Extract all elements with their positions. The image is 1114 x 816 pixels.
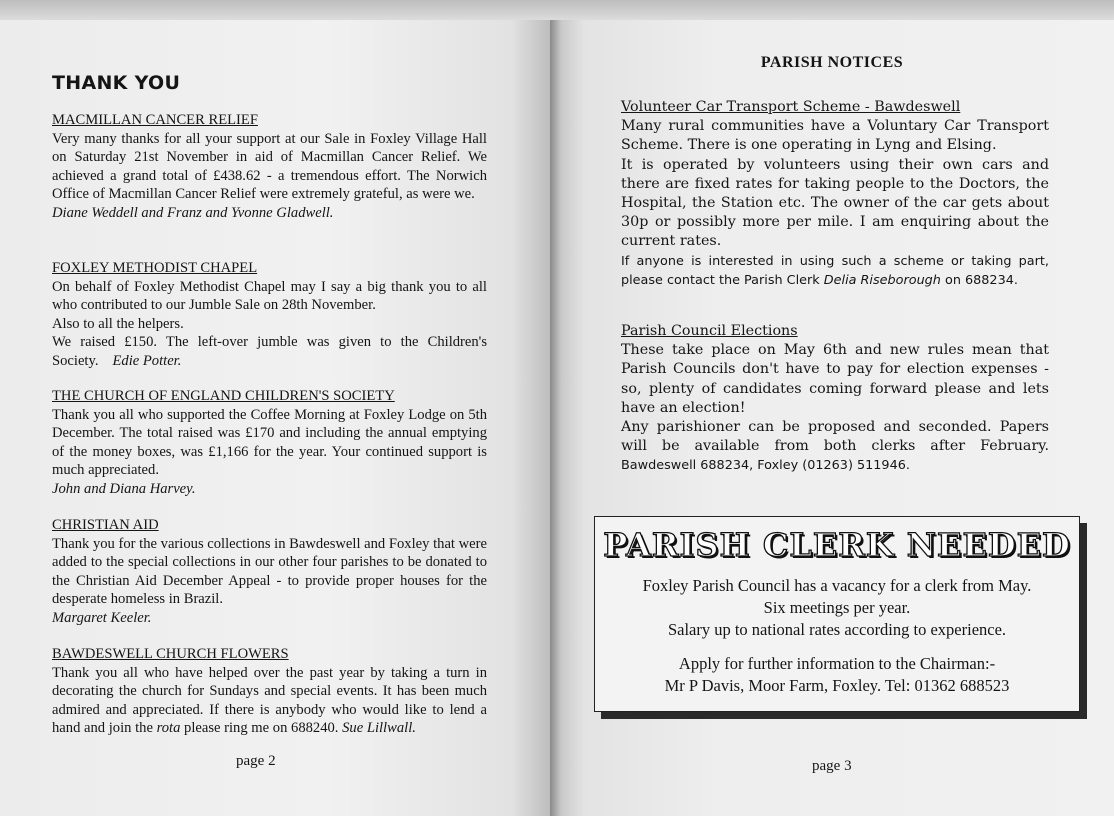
section-council-elections	[621, 322, 1049, 476]
section-methodist-chapel	[52, 259, 487, 370]
signature: Sue Lillwall.	[342, 720, 416, 736]
section-body-start: Thank you all who have helped over the past year by taking a turn in decorating the church for Sundays and special events. It has been much admired and appreciated. If there is anybody who would like to lend a hand and join the	[52, 664, 487, 736]
signature: Edie Potter.	[112, 352, 182, 369]
section-title: Parish Council Elections	[621, 323, 798, 339]
section-body: Thank you all who supported the Coffee Morning at Foxley Lodge on 5th December. The total raised was £170 and including the annual emptying of the money boxes, was £1,166 for the year. Your continued support is much appreciated.	[52, 406, 487, 478]
page-top-edge	[550, 0, 1114, 20]
section-body: Very many thanks for all your support at our Sale in Foxley Village Hall on Saturday 21st November in aid of Macmillan Cancer Relief. We achieved a grand total of £438.62 - a tremendous effort. The Norwich Office of Macmillan Cancer Relief were extremely grateful, as were we.	[52, 130, 487, 202]
contact-end: on 688234.	[945, 272, 1018, 288]
section-body-3	[52, 333, 487, 370]
section-body: Thank you for the various collections in Bawdeswell and Foxley that were added to the special collections in our other four parishes to be donated to the Christian Aid December Appeal - to provide proper houses for the desperate homeless in Brazil.	[52, 535, 487, 607]
signature: John and Diana Harvey.	[52, 480, 196, 497]
contact-start: If anyone is interested in using such a scheme or taking part, please contact the Parish Clerk	[621, 253, 1049, 288]
advert-line: Foxley Parish Council has a vacancy for a clerk from May.	[642, 576, 1032, 595]
section-title: FOXLEY METHODIST CHAPEL	[52, 260, 258, 276]
section-body-2-text: Any parishioner can be proposed and seconded. Papers will be available from both clerks after February.	[621, 419, 1049, 455]
section-church-flowers	[52, 645, 487, 738]
advert-details	[595, 575, 1079, 641]
section-body: These take place on May 6th and new rules mean that Parish Councils don't have to pay for election expenses - so, plenty of candidates coming forward please and lets have an election!	[621, 342, 1049, 416]
advert-contact	[595, 653, 1079, 697]
phone-numbers: Bawdeswell 688234, Foxley (01263) 511946.	[621, 458, 910, 474]
advert-heading: PARISH CLERK NEEDED	[603, 526, 1071, 564]
section-title: THE CHURCH OF ENGLAND CHILDREN'S SOCIETY	[52, 388, 395, 404]
section-title: MACMILLAN CANCER RELIEF	[52, 112, 258, 128]
section-body-2: Also to all the helpers.	[52, 315, 184, 332]
section-title: Volunteer Car Transport Scheme - Bawdeswell	[621, 99, 961, 115]
page-number-right: page 3	[812, 758, 852, 774]
section-body-3-text: We raised £150. The left-over jumble was given to the Children's Society.	[52, 334, 487, 369]
section-childrens-society	[52, 387, 487, 498]
signature: Margaret Keeler.	[52, 609, 152, 626]
section-macmillan	[52, 111, 487, 222]
advert-line: Salary up to national rates according to experience.	[667, 620, 1007, 639]
section-body: Many rural communities have a Voluntary Car Transport Scheme. There is one operating in Lyng and Elsing.	[621, 118, 1049, 154]
section-body-2	[621, 418, 1049, 476]
left-page	[0, 0, 550, 816]
advert-line: Six meetings per year.	[763, 598, 911, 617]
advert-line: Apply for further information to the Chairman:-	[678, 654, 996, 673]
section-body-2: It is operated by volunteers using their own cars and there are fixed rates for taking people to the Doctors, the Hospital, the Station etc. The owner of the car gets about 30p or possibly more per mile. I am enquiring about the current rates.	[621, 156, 1049, 250]
thank-you-heading: THANK YOU	[52, 72, 181, 94]
page-top-edge	[0, 0, 550, 20]
section-title: CHRISTIAN AID	[52, 517, 159, 533]
section-title: BAWDESWELL CHURCH FLOWERS	[52, 646, 289, 662]
section-car-transport	[621, 98, 1049, 290]
contact-name: Delia Riseborough	[823, 272, 941, 288]
parish-clerk-advert	[594, 516, 1080, 712]
section-body-end: please ring me on 688240.	[184, 720, 339, 736]
section-body: On behalf of Foxley Methodist Chapel may I say a big thank you to all who contributed to our Jumble Sale on 28th November.	[52, 278, 487, 313]
signature: Diane Weddell and Franz and Yvonne Gladwell.	[52, 204, 334, 221]
parish-notices-heading: PARISH NOTICES	[760, 54, 904, 71]
rota-word: rota	[156, 720, 181, 736]
section-christian-aid	[52, 516, 487, 627]
contact-line	[621, 252, 1049, 290]
section-body	[52, 664, 487, 738]
advert-line: Mr P Davis, Moor Farm, Foxley. Tel: 01362 688523	[664, 676, 1010, 695]
page-number-left: page 2	[236, 753, 276, 769]
right-page	[550, 0, 1114, 816]
